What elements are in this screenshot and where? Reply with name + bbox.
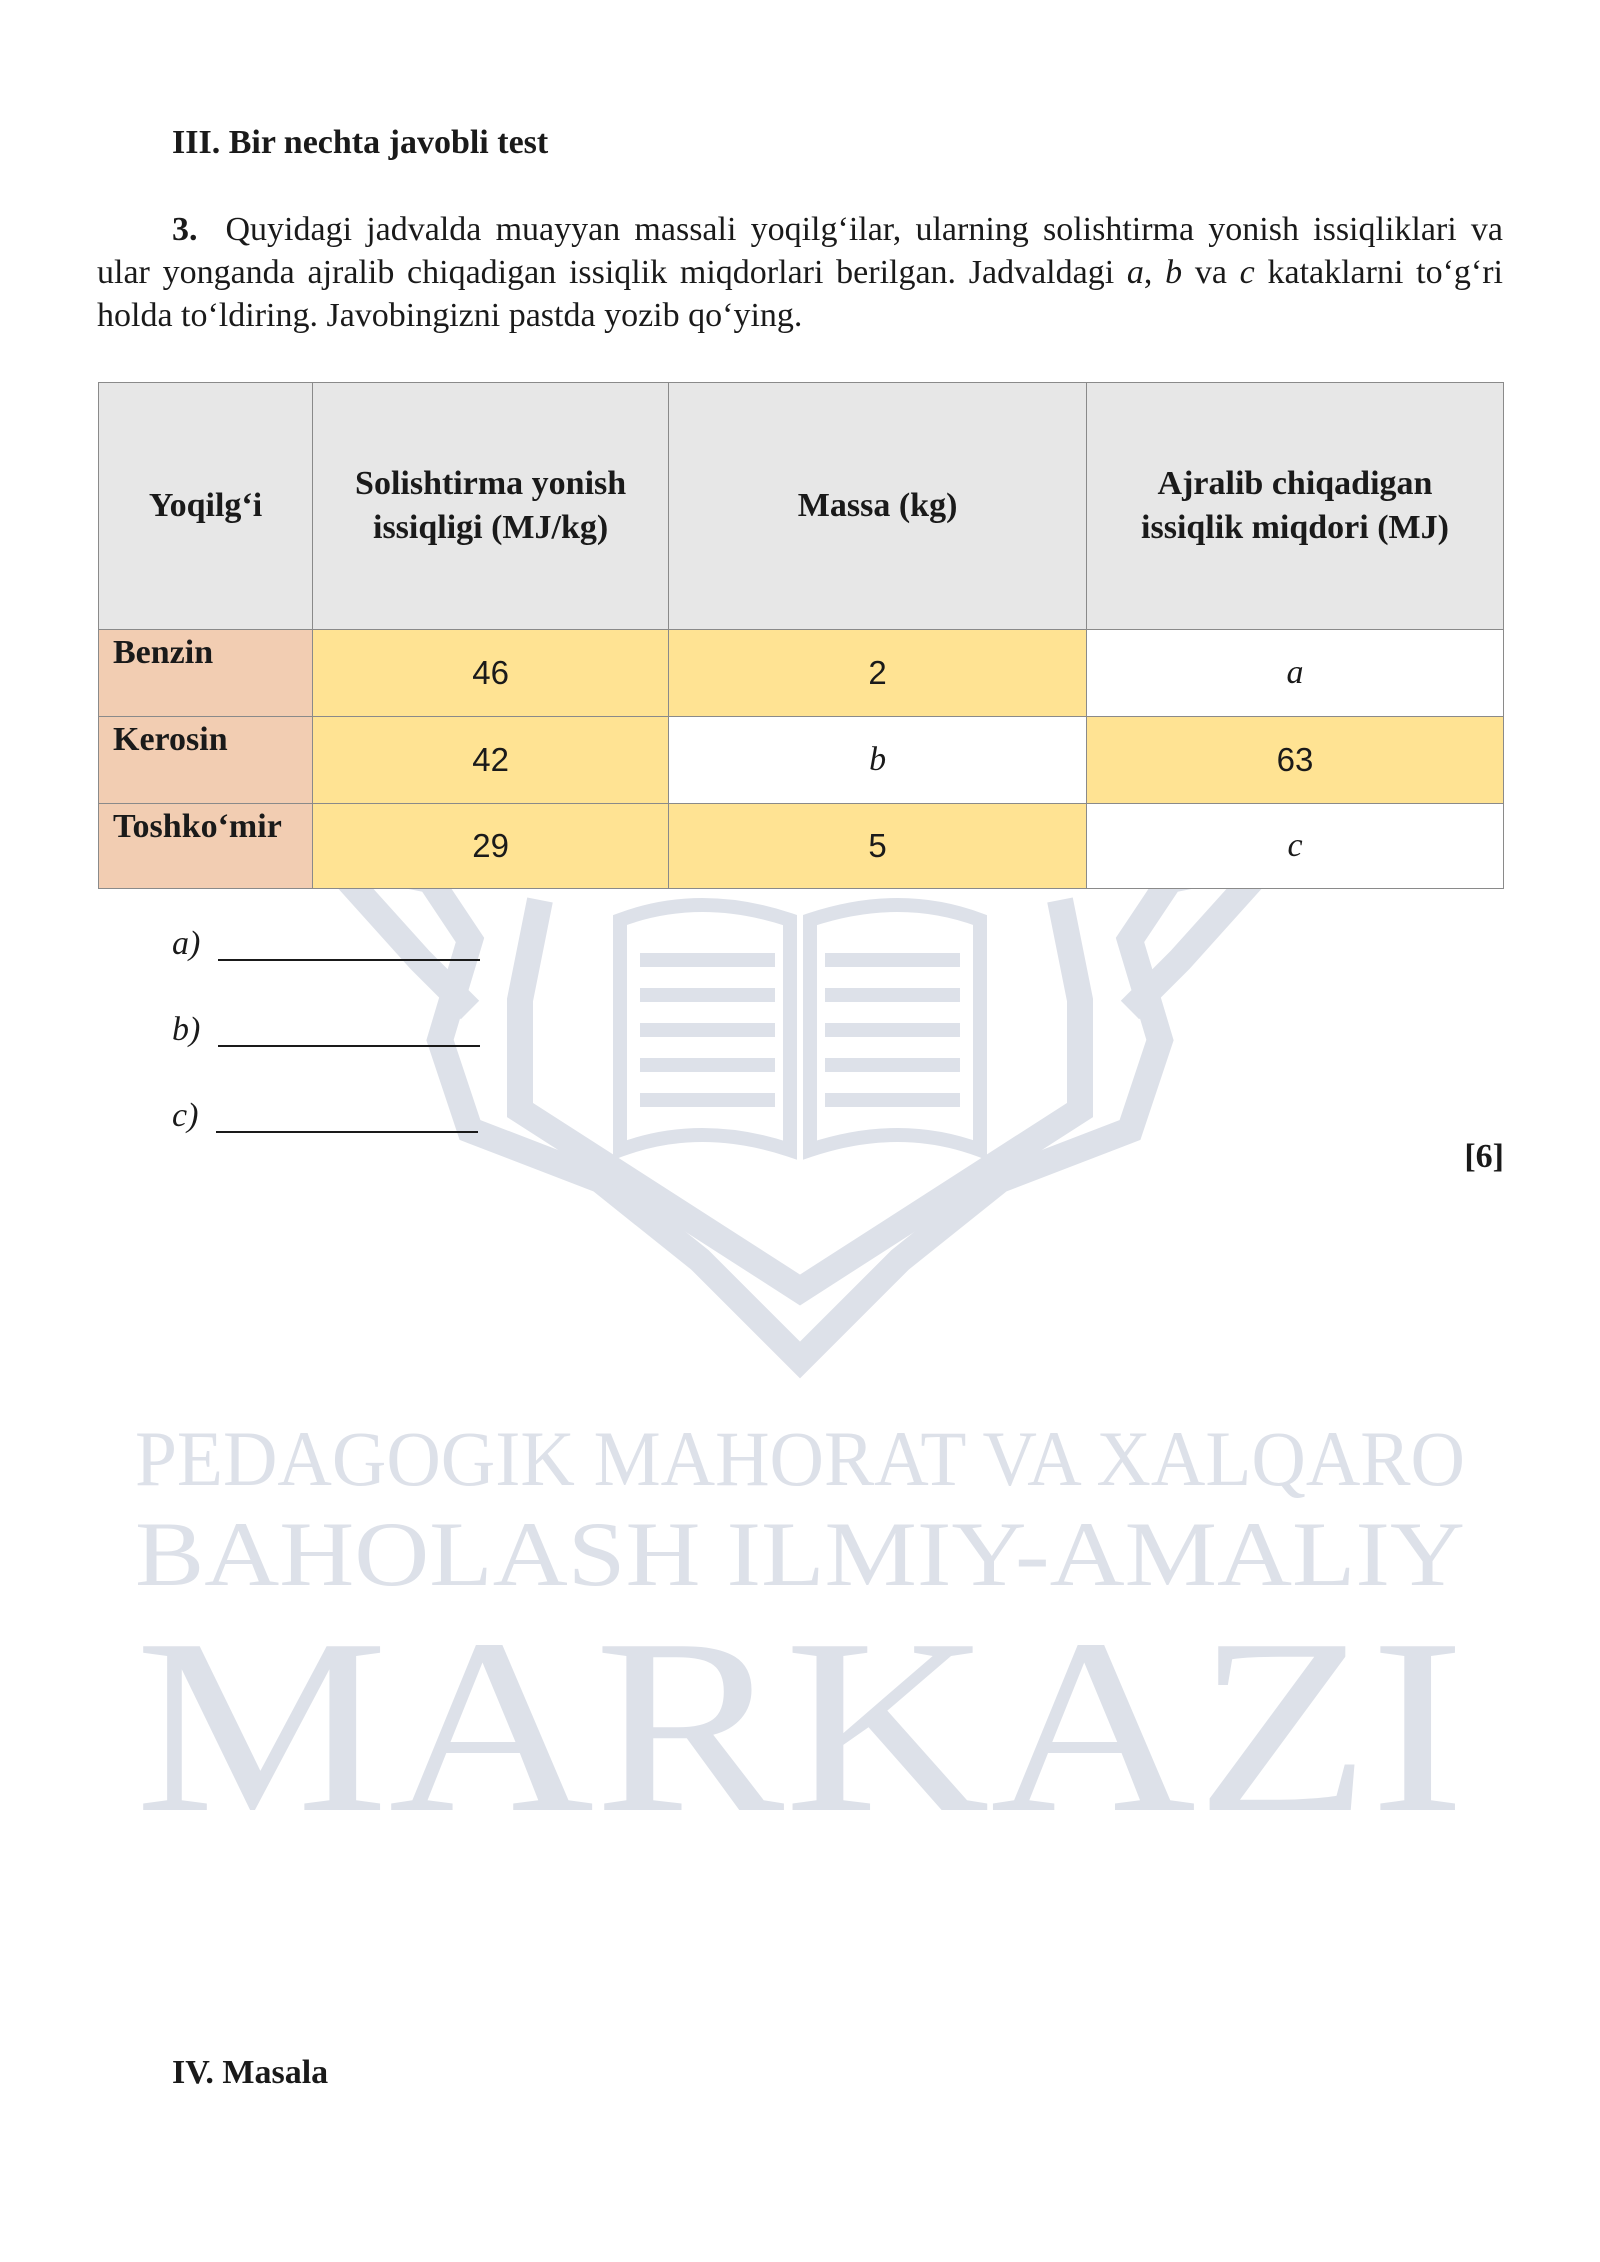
answer-b [172,1011,480,1049]
marks: [6] [1464,1138,1504,1175]
watermark-line3: MARKAZI [135,1588,1465,1865]
cell-mass: 5 [669,804,1087,889]
answer-label-b: b) [172,1011,201,1048]
cell-heat-unknown-a: a [1087,630,1504,717]
cell-fuel: Kerosin [99,717,313,804]
question-text [97,208,1503,337]
question-var-a: a [1126,254,1144,291]
table-row [99,630,1504,717]
question-number: 3. [172,211,198,248]
question-body-3: kataklarni to‘g‘ri holda to‘ldiring. Javobingizni pastda yozib qo‘ying. [97,254,1504,334]
cell-mass: 2 [669,630,1087,717]
cell-fuel: Toshko‘mir [99,804,313,889]
answer-a [172,925,480,963]
table-row [99,804,1504,889]
answer-label-c: c) [172,1097,199,1134]
question-var-c: c [1239,254,1255,291]
answer-blank-a[interactable] [218,929,480,961]
answer-c [172,1097,478,1135]
header-heat: Ajralib chiqadigan issiqlik miqdori (MJ) [1087,383,1504,630]
cell-specific-heat: 42 [313,717,669,804]
fuel-table [98,382,1504,889]
question-body-1: Quyidagi jadvalda muayyan massali yoqilg‘ilar, ularning solishtirma yonish issiqliklari va ular yonganda ajralib chiqadigan issiqlik miqdorlari berilgan. Jadvaldagi [97,211,1503,291]
watermark-line1: PEDAGOGIK MAHORAT VA XALQARO [135,1415,1465,1502]
table-header-row [99,383,1504,630]
watermark-line2: BAHOLASH ILMIY-AMALIY [135,1503,1465,1605]
header-mass: Massa (kg) [669,383,1087,630]
table-row [99,717,1504,804]
header-fuel: Yoqilg‘i [99,383,313,630]
cell-mass-unknown-b: b [669,717,1087,804]
cell-fuel: Benzin [99,630,313,717]
question-body-2: va [1182,254,1240,291]
question-sep: , [1143,254,1166,291]
section-title-4: IV. Masala [172,2054,329,2091]
section-title-3: III. Bir nechta javobli test [172,124,549,161]
cell-heat: 63 [1087,717,1504,804]
cell-heat-unknown-c: c [1087,804,1504,889]
cell-specific-heat: 29 [313,804,669,889]
header-specific-heat: Solishtirma yonish issiqligi (MJ/kg) [313,383,669,630]
question-var-b: b [1165,254,1183,291]
answer-blank-c[interactable] [216,1101,478,1133]
answer-blank-b[interactable] [218,1015,480,1047]
cell-specific-heat: 46 [313,630,669,717]
answer-label-a: a) [172,925,201,962]
